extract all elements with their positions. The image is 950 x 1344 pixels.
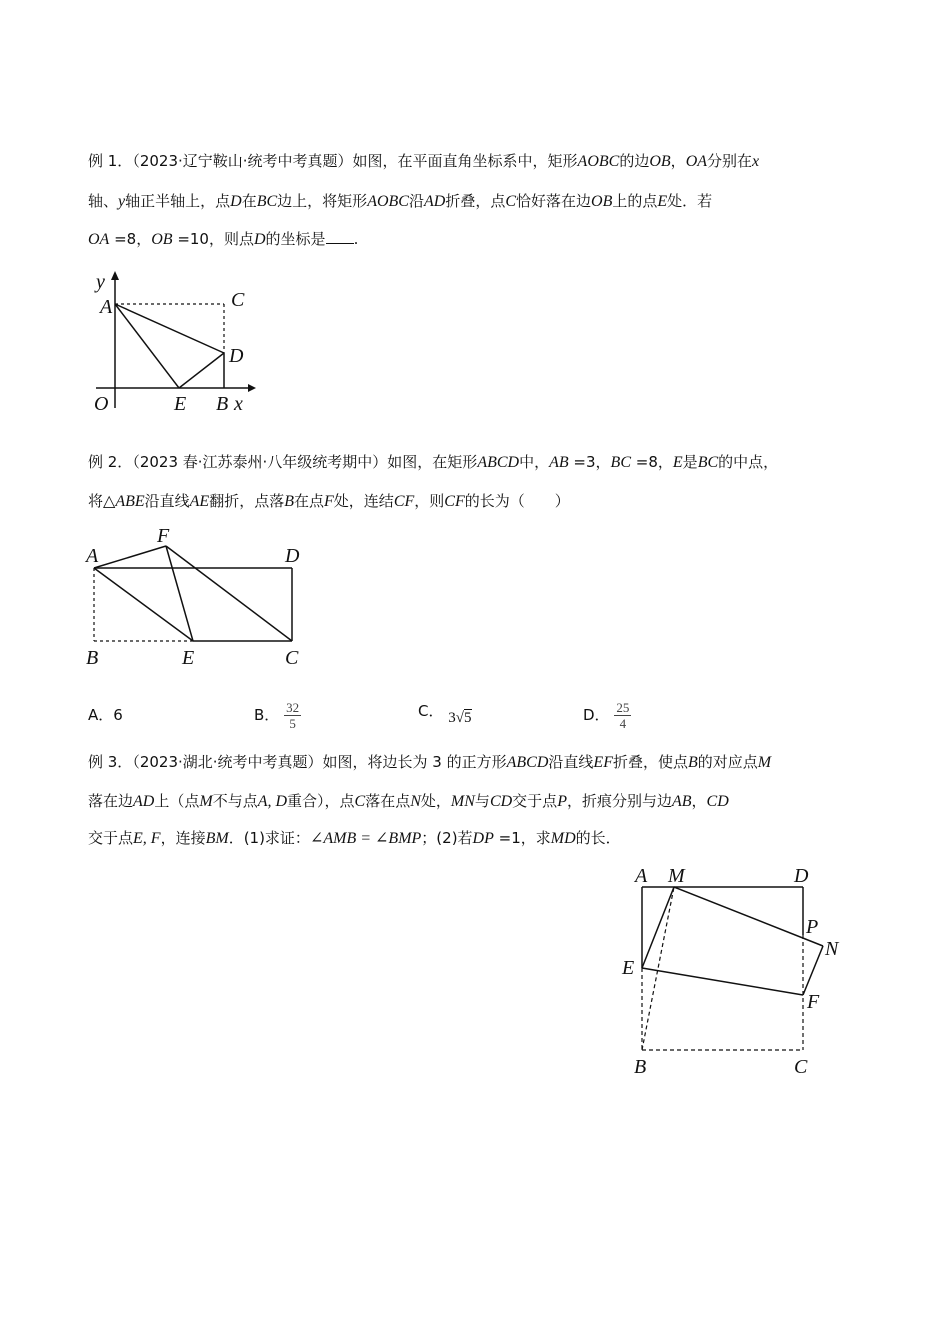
coefficient: 3 <box>448 710 456 726</box>
math: M <box>757 754 772 771</box>
text: ，连接 <box>160 829 206 847</box>
math: OB <box>649 153 671 170</box>
label-O: O <box>94 393 109 415</box>
math: AD <box>423 193 446 210</box>
option-b[interactable] <box>254 700 301 731</box>
math: AOBC <box>367 193 409 210</box>
text: 轴正半轴上，点 <box>125 192 231 210</box>
math: D <box>253 231 266 248</box>
math: BC <box>697 454 719 471</box>
text: 处， <box>420 792 451 810</box>
ex1-line-3 <box>88 229 358 250</box>
math: OB <box>591 193 613 210</box>
text: ，则 <box>414 492 445 510</box>
segment-NF <box>803 946 823 995</box>
math: C <box>354 793 366 810</box>
text: =10，则点 <box>172 230 254 248</box>
math: ABCD <box>477 454 520 471</box>
label-F: F <box>157 525 170 547</box>
text: 轴、 <box>88 192 119 210</box>
text: 折叠，点 <box>445 192 506 210</box>
math: BM <box>205 830 229 847</box>
label-E: E <box>182 647 195 669</box>
text: ， <box>670 152 686 170</box>
math: ∠AMB = ∠BMP <box>309 830 422 847</box>
label-D: D <box>794 865 809 887</box>
text: 与 <box>474 792 490 810</box>
math: M <box>199 793 213 810</box>
option-label: B． <box>254 706 280 724</box>
math: OB <box>151 231 173 248</box>
label-F: F <box>807 991 820 1013</box>
ex1-prefix: 例 1． <box>88 152 133 170</box>
ex1-line-1 <box>88 151 759 172</box>
option-label: C． <box>418 702 444 720</box>
math: EF <box>593 754 613 771</box>
math: AOBC <box>577 153 620 170</box>
text: ，折痕分别与边 <box>566 792 672 810</box>
text: 落在边 <box>88 792 134 810</box>
text: ， <box>691 792 707 810</box>
math: N <box>410 793 421 810</box>
text: 如图，在平面直角坐标系中，矩形 <box>352 152 578 170</box>
label-E: E <box>174 393 187 415</box>
text: . <box>353 230 359 248</box>
text: 在 <box>241 192 257 210</box>
math: AB <box>671 793 692 810</box>
label-A: A <box>635 865 648 887</box>
ex3-figure <box>620 860 860 1085</box>
text: 沿直线 <box>144 492 190 510</box>
label-P: P <box>806 916 819 938</box>
label-B: B <box>634 1056 647 1078</box>
x-axis-arrow <box>248 384 256 392</box>
math: D <box>230 193 242 210</box>
math: CD <box>706 793 729 810</box>
label-D: D <box>229 345 244 367</box>
math: △ABE <box>103 493 145 510</box>
text: 交于点 <box>88 829 134 847</box>
option-c[interactable] <box>418 700 472 726</box>
fraction <box>284 700 301 731</box>
text: ．(1)求证： <box>228 829 310 847</box>
math: CF <box>393 493 415 510</box>
text: 分别在 <box>707 152 753 170</box>
text: 上的点 <box>612 192 658 210</box>
option-a[interactable] <box>88 704 123 725</box>
text: 是 <box>682 453 698 471</box>
label-B: B <box>216 393 229 415</box>
math: AD <box>133 793 155 810</box>
numerator: 32 <box>286 700 300 715</box>
numerator: 25 <box>616 700 630 715</box>
text: 如图，将边长为 3 的正方形 <box>322 753 507 771</box>
text: 翻折，点落 <box>209 492 285 510</box>
text: 重合），点 <box>287 792 355 810</box>
text: 处．若 <box>667 192 713 210</box>
text: 边上，将矩形 <box>277 192 368 210</box>
ex2-figure <box>84 524 314 674</box>
math: F <box>324 493 334 510</box>
text: 沿 <box>408 192 424 210</box>
text: 的边 <box>619 152 650 170</box>
option-label: A． <box>88 706 114 724</box>
text: 如图，在矩形 <box>387 453 478 471</box>
label-y: y <box>96 271 105 293</box>
segment-AE <box>115 304 179 388</box>
math: CF <box>444 493 465 510</box>
text: 上（点 <box>154 792 200 810</box>
text: 将 <box>88 492 104 510</box>
ex1-figure <box>88 268 268 418</box>
radical-expression <box>448 710 471 726</box>
label-C: C <box>231 289 245 311</box>
math: E <box>657 193 668 210</box>
math: C <box>505 193 516 210</box>
radicand: 5 <box>464 710 472 726</box>
text: 沿直线 <box>548 753 594 771</box>
denominator: 5 <box>289 716 296 731</box>
text: =1，求 <box>493 829 551 847</box>
segment-AF <box>94 546 166 568</box>
math: B <box>687 754 698 771</box>
math: E, F <box>133 830 161 847</box>
ex2-line-1 <box>88 452 778 473</box>
label-C: C <box>285 647 299 669</box>
text: 的对应点 <box>697 753 758 771</box>
math: BC <box>256 193 278 210</box>
y-axis-arrow <box>111 271 119 280</box>
segment-ED <box>179 353 224 388</box>
sqrt-symbol: √ <box>455 710 464 726</box>
math: MN <box>450 793 475 810</box>
math: BC <box>610 454 631 471</box>
ex3-line-2 <box>88 791 729 812</box>
text: 的坐标是 <box>265 230 326 248</box>
math: A, D <box>257 793 288 810</box>
text: 折叠，使点 <box>612 753 688 771</box>
math: AB <box>549 454 569 471</box>
option-value: 6 <box>113 706 123 724</box>
text: 的长． <box>575 829 621 847</box>
text: =8， <box>109 230 152 248</box>
math: B <box>284 493 294 510</box>
label-N: N <box>825 938 839 960</box>
label-A: A <box>86 545 99 567</box>
text: 落在点 <box>365 792 411 810</box>
math: CD <box>489 793 513 810</box>
label-A: A <box>100 296 113 318</box>
text: 恰好落在边 <box>516 192 592 210</box>
segment-FE <box>166 546 193 641</box>
ex3-prefix: 例 3． <box>88 753 133 771</box>
math: y <box>118 193 126 210</box>
label-E: E <box>622 957 635 979</box>
label-C: C <box>794 1056 808 1078</box>
text: 处，连结 <box>333 492 394 510</box>
ex1-source: （2023·辽宁鞍山·统考中考真题） <box>132 152 353 170</box>
math: ABCD <box>506 754 549 771</box>
math: P <box>557 793 567 810</box>
segment-AD <box>115 304 224 353</box>
segment-EM <box>642 887 674 968</box>
denominator: 4 <box>619 716 627 731</box>
math: OA <box>685 153 708 170</box>
segment-EF <box>642 968 803 995</box>
answer-blank[interactable] <box>326 229 354 244</box>
text: 中， <box>519 453 550 471</box>
text: 的长为（ ） <box>464 492 570 510</box>
segment-FC <box>166 546 292 641</box>
ex2-source: （2023 春·江苏泰州·八年级统考期中） <box>132 453 388 471</box>
text: 在点 <box>294 492 325 510</box>
option-label: D． <box>583 706 610 724</box>
text: 不与点 <box>212 792 258 810</box>
text: 的中点， <box>718 453 779 471</box>
segment-MN <box>674 887 823 946</box>
text: ；(2)若 <box>421 829 473 847</box>
ex3-source: （2023·湖北·统考中考真题） <box>132 753 323 771</box>
text: =8， <box>631 453 673 471</box>
label-B: B <box>86 647 99 669</box>
label-D: D <box>285 545 300 567</box>
label-M: M <box>668 865 685 887</box>
text: 交于点 <box>512 792 558 810</box>
text: =3， <box>568 453 611 471</box>
label-x: x <box>234 393 243 415</box>
ex2-prefix: 例 2． <box>88 453 133 471</box>
math: MD <box>550 830 576 847</box>
math: OA <box>88 231 110 248</box>
ex3-line-1 <box>88 752 771 773</box>
math: E <box>672 454 683 471</box>
ex1-line-2 <box>88 191 712 212</box>
ex2-line-2 <box>88 491 570 512</box>
math: AE <box>189 493 210 510</box>
segment-AE <box>94 568 193 641</box>
ex3-line-3 <box>88 828 621 849</box>
math: DP <box>472 830 494 847</box>
fraction <box>614 700 631 731</box>
option-d[interactable] <box>583 700 631 731</box>
math: x <box>752 153 760 170</box>
